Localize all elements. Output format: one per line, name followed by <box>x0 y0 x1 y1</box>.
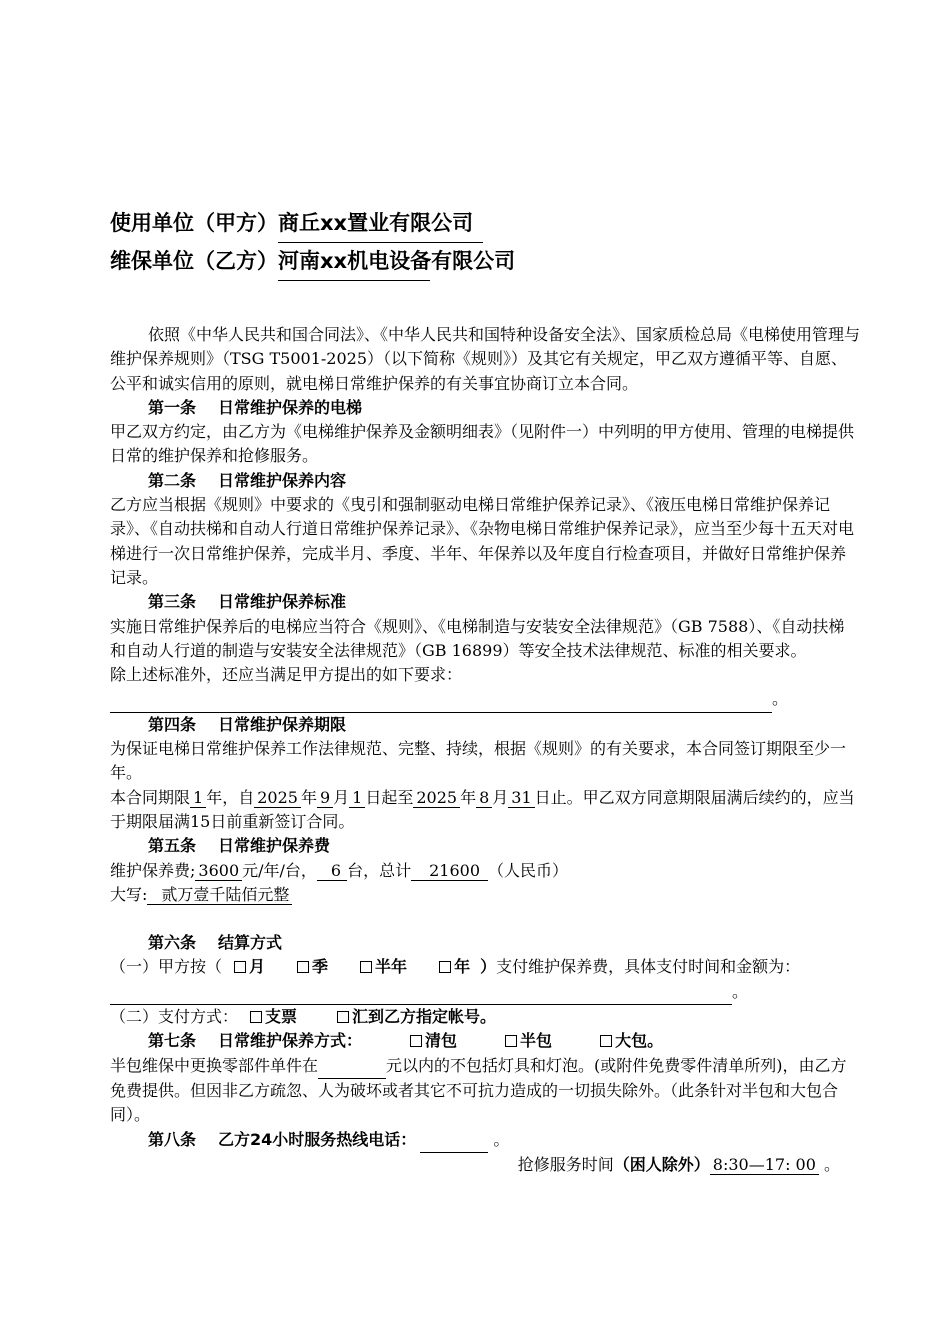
checkbox-semi-inclusive[interactable] <box>505 1035 517 1047</box>
unit-count: 6 <box>317 861 347 881</box>
article-4-term: 本合同期限 1 年，自 2025 年 9 月 1 日起至 2025 年 8 月 31 日止。甲乙双方同意期限届满后续约的，应当于期限届满15日前重新签订合同。 <box>110 787 855 831</box>
article-7-heading: 第七条 日常维护保养方式： 清包 半包 大包。 <box>148 1031 664 1051</box>
checkbox-half-year[interactable] <box>360 961 372 973</box>
checkbox-quarterly[interactable] <box>297 961 309 973</box>
article-2-heading: 第二条 日常维护保养内容 <box>148 470 347 490</box>
party-a-label: 使用单位（甲方） <box>110 211 278 235</box>
article-6-heading: 第六条 结算方式 <box>148 933 283 953</box>
party-a-name: 商丘xx置业有限公司 <box>278 205 483 243</box>
article-8-heading: 第八条 乙方24小时服务热线电话： 。 <box>110 1128 860 1153</box>
article-6-item-2: （二）支付方式： 支票 汇到乙方指定帐号。 <box>110 1007 497 1027</box>
article-5-fee: 维护保养费; 3600 元/年/台， 6 台，总计 21600 （人民币） <box>110 860 569 880</box>
party-b-label: 维保单位（乙方） <box>110 249 278 273</box>
article-4-heading: 第四条 日常维护保养期限 <box>148 714 347 734</box>
article-3-heading: 第三条 日常维护保养标准 <box>148 592 347 612</box>
end-day: 31 <box>508 788 534 808</box>
party-b-name: 河南xx机电设备有限公司 <box>278 243 430 281</box>
unit-price: 3600 <box>195 861 242 881</box>
term-years: 1 <box>190 788 206 808</box>
article-6-item-1: （一）甲方按（ 月 季 半年 年 ）支付维护保养费，具体支付时间和金额为： 。 <box>110 955 860 1005</box>
party-a-line <box>110 205 860 243</box>
checkbox-full-labor[interactable] <box>410 1035 422 1047</box>
total-fee: 21600 <box>411 861 488 881</box>
checkbox-full-inclusive[interactable] <box>600 1035 612 1047</box>
article-4-body: 为保证电梯日常维护保养工作法律规范、完整、持续，根据《规则》的有关要求，本合同签订期限至少一年。 <box>110 739 847 783</box>
service-hours: 8:30—17: 00 <box>710 1155 819 1175</box>
party-b-line <box>110 243 860 281</box>
contract-page <box>110 205 860 1177</box>
article-2-body: 乙方应当根据《规则》中要求的《曳引和强制驱动电梯日常维护保养记录》、《液压电梯日常维护保养记录》、《自动扶梯和自动人行道日常维护保养记录》、《杂物电梯日常维护保养记录》，应当至少每十五天对电梯进行一次日常维护保养，完成半月、季度、半年、年保养以及年度自行检查项目，并做好日常维护保养记录。 <box>110 495 855 587</box>
end-month: 8 <box>476 788 492 808</box>
article-1-heading: 第一条 日常维护保养的电梯 <box>148 397 363 417</box>
checkbox-monthly[interactable] <box>234 961 246 973</box>
preamble: 依照《中华人民共和国合同法》、《中华人民共和国特种设备安全法》、国家质检总局《电梯使用管理与维护保养规则》（TSG T5001-2025）（以下简称《规则》）及其它有关规定，甲乙双方遵循平等、自愿、公平和诚实信用的原则，就电梯日常维护保养的有关事宜协商订立本合同。 <box>110 325 861 393</box>
checkbox-transfer[interactable] <box>337 1011 349 1023</box>
article-5-capital: 大写: 贰万壹千陆佰元整 <box>110 883 860 907</box>
article-3-body: 实施日常维护保养后的电梯应当符合《规则》、《电梯制造与安装安全法律规范》（GB 7588）、《自动扶梯和自动人行道的制造与安装安全法律规范》（GB 16899）等安全技术法律规范、标准的相关要求。 <box>110 616 845 660</box>
article-5-heading: 第五条 日常维护保养费 <box>148 836 331 856</box>
start-day: 1 <box>349 788 365 808</box>
article-1-body: 甲乙双方约定，由乙方为《电梯维护保养及金额明细表》（见附件一）中列明的甲方使用、管理的电梯提供日常的维护保养和抢修服务。 <box>110 422 855 466</box>
article-3-extra: 除上述标准外，还应当满足甲方提出的如下要求： <box>110 665 463 685</box>
checkbox-yearly[interactable] <box>439 961 451 973</box>
start-year: 2025 <box>254 788 301 808</box>
article-8-service-time: 抢修服务时间（困人除外） 8:30—17: 00 。 <box>517 1154 840 1174</box>
capital-amount: 贰万壹千陆佰元整 <box>147 885 292 905</box>
article-3-requirements-blank: 。 <box>110 687 860 712</box>
start-month: 9 <box>317 788 333 808</box>
article-7-body: 半包维保中更换零部件单件在 元以内的不包括灯具和灯泡。(或附件免费零件清单所列)，由乙方免费提供。但因非乙方疏忽、人为破坏或者其它不可抗力造成的一切损失除外。（此条针对半包和大包合同）。 <box>110 1055 847 1125</box>
checkbox-cheque[interactable] <box>250 1011 262 1023</box>
end-year: 2025 <box>413 788 460 808</box>
